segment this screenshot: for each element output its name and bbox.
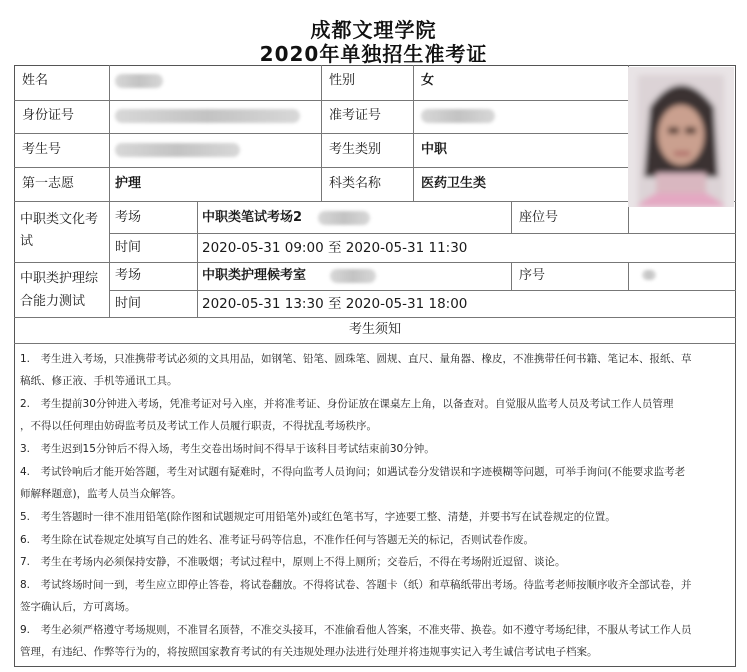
- gender-value: 女: [421, 73, 435, 88]
- category-label: 考生类别: [329, 142, 382, 157]
- exam-2-seat-redacted: [642, 270, 656, 280]
- ticket-title: 2020年单独招生准考证: [259, 42, 488, 66]
- notice-line: 9. 考生必须严格遵守考场规则，不准冒名顶替，不准交头接耳，不准偷看他人答案，不准夹带、换卷。如不遵守考场纪律，不服从考试工作人员: [20, 624, 692, 636]
- gender-label: 性别: [329, 73, 356, 88]
- exam-1-time-value: 2020-05-31 09:00 至 2020-05-31 11:30: [202, 240, 468, 256]
- school-title: 成都文理学院: [310, 18, 437, 42]
- notice-line: 1. 考生进入考场，只准携带考试必须的文具用品，如钢笔、铅笔、圆珠笔、圆规、直尺、量角器、橡皮，不准携带任何书籍、笔记本、报纸、草: [20, 353, 692, 365]
- exam-2-time-value: 2020-05-31 13:30 至 2020-05-31 18:00: [202, 296, 468, 312]
- notice-heading: 考生须知: [348, 322, 401, 337]
- notice-line: 3. 考生迟到15分钟后不得入场，考生交卷出场时间不得早于该科目考试结束前30分钟。: [20, 443, 435, 455]
- exam-2-time-label: 时间: [115, 296, 142, 311]
- notice-line: 2. 考生提前30分钟进入考场，凭准考证对号入座，并将准考证、身份证放在课桌左上角，以备查对。自觉服从监考人员及考试工作人员管理: [20, 398, 674, 410]
- exam-1-venue-label: 考场: [115, 210, 142, 225]
- id-label: 身份证号: [22, 108, 75, 123]
- name-redacted: [115, 74, 163, 88]
- exam-2-venue-label: 考场: [115, 268, 142, 283]
- col-divider: [321, 65, 322, 201]
- name-label: 姓名: [22, 73, 49, 88]
- exam-1-seat-label: 座位号: [519, 210, 559, 225]
- exam-2-venue-redacted: [330, 269, 376, 283]
- first-choice-label: 第一志愿: [22, 176, 75, 191]
- id-redacted: [115, 109, 300, 123]
- exam-1-time-label: 时间: [115, 240, 142, 255]
- exam-2-venue-value: 中职类护理候考室: [202, 268, 307, 283]
- exam-number-redacted: [115, 143, 240, 157]
- first-choice-value: 护理: [115, 176, 142, 191]
- notice-line: 稿纸、修正液、手机等通讯工具。: [20, 375, 178, 387]
- notice-line: 师解释题意)，监考人员当众解答。: [20, 488, 182, 500]
- notice-line: 签字确认后，方可离场。: [20, 601, 136, 613]
- notice-line: 6. 考生除在试卷规定处填写自己的姓名、准考证号码等信息，不准作任何与答题无关的标记，否则试卷作废。: [20, 534, 535, 546]
- notice-line: 8. 考试终场时间一到，考生应立即停止答卷，将试卷翻放。不得将试卷、答题卡（纸）和草稿纸带出考场。待监考老师按顺序收齐全部试卷，并: [20, 579, 692, 591]
- notice-line: 5. 考生答题时一律不准用铅笔(除作图和试题规定可用铅笔外)或红色笔书写，字迹要工整、清楚，并要书写在试卷规定的位置。: [20, 511, 616, 523]
- notice-line: 4. 考试铃响后才能开始答题，考生对试题有疑难时，不得向监考人员询问；如遇试卷分发错误和字迹模糊等问题，可举手询问(不能要求监考老: [20, 466, 686, 478]
- col-divider: [109, 65, 110, 201]
- row-divider: [109, 290, 736, 291]
- row-divider: [14, 317, 736, 318]
- notice-line: 管理，有违纪、作弊等行为的，将按照国家教育考试的有关违规处理办法进行处理并将违规事实记入考生诚信考试电子档案。: [20, 646, 598, 658]
- notice-line: 7. 考生在考场内必须保持安静，不准吸烟；考试过程中，原则上不得上厕所；交卷后，不得在考场附近逗留、谈论。: [20, 556, 566, 568]
- col-divider: [109, 201, 110, 317]
- candidate-photo: [628, 67, 734, 207]
- ticket-number-label: 准考证号: [329, 108, 382, 123]
- ticket-number-redacted: [421, 109, 495, 123]
- col-divider: [511, 262, 512, 290]
- subject-value: 医药卫生类: [421, 176, 487, 191]
- exam-1-venue-value: 中职类笔试考场2: [202, 210, 303, 225]
- subject-label: 科类名称: [329, 176, 382, 191]
- col-divider: [628, 262, 629, 290]
- notice-line: ，不得以任何理由妨碍监考员及考试工作人员履行职责，不得扰乱考场秩序。: [20, 420, 377, 432]
- exam-1-venue-redacted: [318, 211, 370, 225]
- col-divider: [511, 201, 512, 233]
- row-divider: [109, 233, 736, 234]
- exam-1-name: 中职类文化考试: [20, 212, 99, 249]
- col-divider: [197, 201, 198, 317]
- exam-2-seat-label: 序号: [519, 268, 546, 283]
- col-divider: [413, 65, 414, 201]
- person-photo-icon: [628, 67, 734, 207]
- category-value: 中职: [421, 142, 448, 157]
- exam-number-label: 考生号: [22, 142, 62, 157]
- row-divider: [14, 343, 736, 344]
- exam-2-name: 中职类护理综合能力测试: [20, 271, 99, 309]
